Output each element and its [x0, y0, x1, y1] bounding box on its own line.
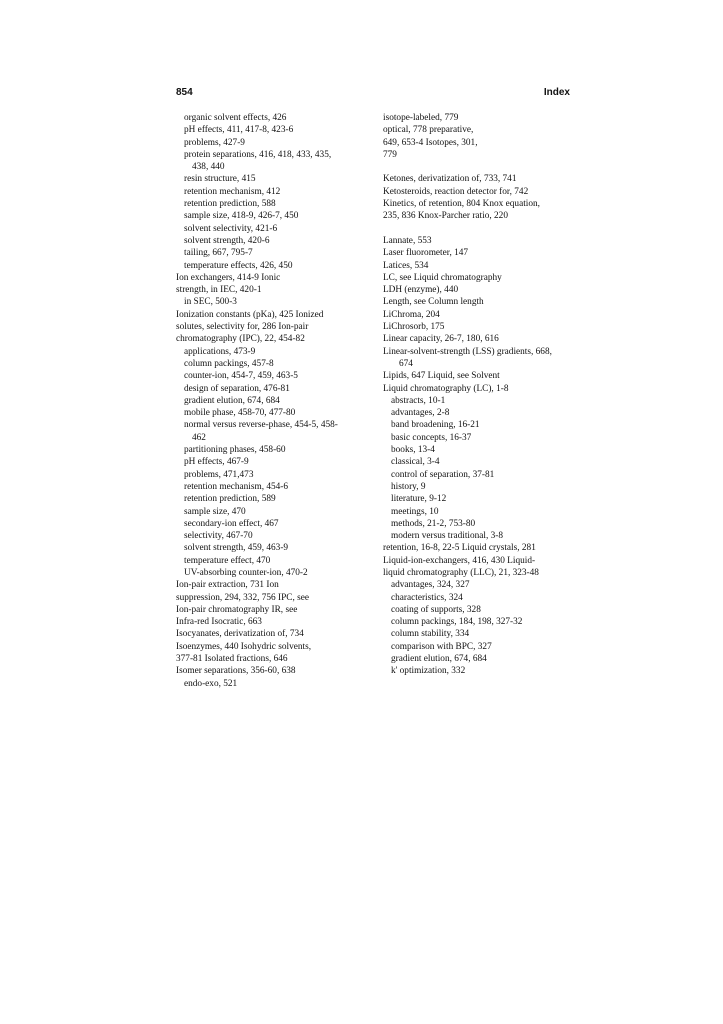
- index-subentry: selectivity, 467-70: [184, 531, 253, 542]
- index-subentry: books, 13-4: [391, 445, 435, 456]
- running-header: Index: [543, 87, 570, 98]
- index-entry: optical, 778 preparative,: [383, 125, 474, 136]
- index-subentry: characteristics, 324: [391, 592, 463, 603]
- index-subentry: meetings, 10: [391, 506, 439, 517]
- index-subentry: control of separation, 37-81: [391, 469, 495, 480]
- index-entry: Laser fluorometer, 147: [383, 248, 469, 259]
- index-subentry: classical, 3-4: [391, 457, 440, 468]
- index-subentry: problems, 427-9: [184, 137, 245, 148]
- index-entry: Ketosteroids, reaction detector for, 742: [383, 186, 529, 197]
- index-subentry: methods, 21-2, 753-80: [391, 518, 476, 529]
- index-subentry: column packings, 457-8: [184, 358, 274, 369]
- index-subentry: sample size, 470: [184, 506, 246, 517]
- index-subentry: design of separation, 476-81: [184, 383, 290, 394]
- index-subentry: problems, 471,473: [184, 469, 254, 480]
- index-entry: Ionization constants (pKa), 425 Ionized: [176, 309, 324, 320]
- index-subentry: temperature effect, 470: [184, 555, 271, 566]
- index-entry: Kinetics, of retention, 804 Knox equation,: [383, 199, 540, 210]
- index-subentry: pH effects, 467-9: [184, 457, 249, 468]
- section-gap: [383, 161, 583, 173]
- index-subentry: advantages, 324, 327: [391, 580, 470, 591]
- index-subentry: partitioning phases, 458-60: [184, 445, 286, 456]
- index-subentry: k' optimization, 332: [391, 666, 466, 677]
- index-entry: Ion exchangers, 414-9 Ionic: [176, 272, 281, 283]
- index-entry: liquid chromatography (LLC), 21, 323-48: [383, 567, 539, 578]
- index-subentry: tailing, 667, 795-7: [184, 248, 253, 259]
- index-subentry: protein separations, 416, 418, 433, 435,: [184, 149, 332, 160]
- index-entry: Isoenzymes, 440 Isohydric solvents,: [176, 641, 312, 652]
- index-subentry: mobile phase, 458-70, 477-80: [184, 408, 296, 419]
- index-subentry: pH effects, 411, 417-8, 423-6: [184, 125, 294, 136]
- index-subentry: abstracts, 10-1: [391, 395, 446, 406]
- index-subentry: secondary-ion effect, 467: [184, 518, 279, 529]
- index-entry: Infra-red Isocratic, 663: [176, 617, 262, 628]
- index-entry: chromatography (IPC), 22, 454-82: [176, 334, 305, 345]
- index-subentry: column packings, 184, 198, 327-32: [391, 617, 523, 628]
- index-subentry: endo-exo, 521: [184, 678, 238, 689]
- index-entry: Liquid-ion-exchangers, 416, 430 Liquid-: [383, 555, 536, 566]
- index-entry: Liquid chromatography (LC), 1-8: [383, 383, 509, 394]
- index-subentry: retention prediction, 588: [184, 199, 276, 210]
- index-entry: LDH (enzyme), 440: [383, 285, 459, 296]
- index-entry: solutes, selectivity for, 286 Ion-pair: [176, 322, 309, 333]
- index-subentry: retention prediction, 589: [184, 494, 276, 505]
- index-subentry: solvent strength, 420-6: [184, 235, 270, 246]
- index-subentry: temperature effects, 426, 450: [184, 260, 293, 271]
- index-entry: Linear-solvent-strength (LSS) gradients, 668,: [383, 346, 552, 357]
- index-entry: Linear capacity, 26-7, 180, 616: [383, 334, 499, 345]
- index-subentry: 438, 440: [192, 162, 225, 173]
- index-entry: Isocyanates, derivatization of, 734: [176, 629, 304, 640]
- index-entry: 377-81 Isolated fractions, 646: [176, 654, 288, 665]
- index-entry: Lannate, 553: [383, 235, 432, 246]
- index-entry: retention, 16-8, 22-5 Liquid crystals, 281: [383, 543, 536, 554]
- index-subentry: advantages, 2-8: [391, 408, 450, 419]
- index-entry: suppression, 294, 332, 756 IPC, see: [176, 592, 309, 603]
- index-subentry: gradient elution, 674, 684: [184, 395, 280, 406]
- index-entry: Ketones, derivatization of, 733, 741: [383, 174, 517, 185]
- index-subentry: solvent strength, 459, 463-9: [184, 543, 289, 554]
- index-subentry: column stability, 334: [391, 629, 470, 640]
- index-subentry: normal versus reverse-phase, 454-5, 458-: [184, 420, 338, 431]
- index-subentry: comparison with BPC, 327: [391, 641, 492, 652]
- index-entry: 779: [383, 149, 397, 160]
- index-subentry: applications, 473-9: [184, 346, 256, 357]
- index-entry: Isomer separations, 356-60, 638: [176, 666, 296, 677]
- index-entry: strength, in IEC, 420-1: [176, 285, 262, 296]
- index-subentry: 674: [399, 358, 413, 369]
- index-subentry: literature, 9-12: [391, 494, 447, 505]
- index-entry: Ion-pair extraction, 731 Ion: [176, 580, 279, 591]
- index-entry: 235, 836 Knox-Parcher ratio, 220: [383, 211, 508, 222]
- index-subentry: modern versus traditional, 3-8: [391, 531, 504, 542]
- index-subentry: retention mechanism, 412: [184, 186, 281, 197]
- section-gap: [383, 223, 583, 235]
- index-entry: Length, see Column length: [383, 297, 484, 308]
- index-entry: Lipids, 647 Liquid, see Solvent: [383, 371, 500, 382]
- index-entry: LiChrosorb, 175: [383, 322, 445, 333]
- index-subentry: 462: [192, 432, 206, 443]
- index-entry: LiChroma, 204: [383, 309, 440, 320]
- index-subentry: sample size, 418-9, 426-7, 450: [184, 211, 299, 222]
- index-subentry: basic concepts, 16-37: [391, 432, 472, 443]
- index-entry: Ion-pair chromatography IR, see: [176, 604, 298, 615]
- index-subentry: in SEC, 500-3: [184, 297, 237, 308]
- index-entry: isotope-labeled, 779: [383, 113, 459, 123]
- index-subentry: UV-absorbing counter-ion, 470-2: [184, 567, 308, 578]
- index-subentry: solvent selectivity, 421-6: [184, 223, 278, 234]
- index-subentry: resin structure, 415: [184, 174, 256, 185]
- index-subentry: gradient elution, 674, 684: [391, 654, 487, 665]
- index-column-left: [176, 112, 376, 690]
- index-subentry: band broadening, 16-21: [391, 420, 480, 431]
- index-subentry: organic solvent effects, 426: [184, 113, 287, 123]
- index-entry: Latices, 534: [383, 260, 429, 271]
- index-subentry: history, 9: [391, 481, 426, 492]
- index-entry: 649, 653-4 Isotopes, 301,: [383, 137, 478, 148]
- index-subentry: retention mechanism, 454-6: [184, 481, 289, 492]
- page-number: 854: [176, 87, 193, 98]
- index-entry: LC, see Liquid chromatography: [383, 272, 502, 283]
- index-subentry: counter-ion, 454-7, 459, 463-5: [184, 371, 298, 382]
- index-subentry: coating of supports, 328: [391, 604, 481, 615]
- index-column-right: [383, 112, 583, 678]
